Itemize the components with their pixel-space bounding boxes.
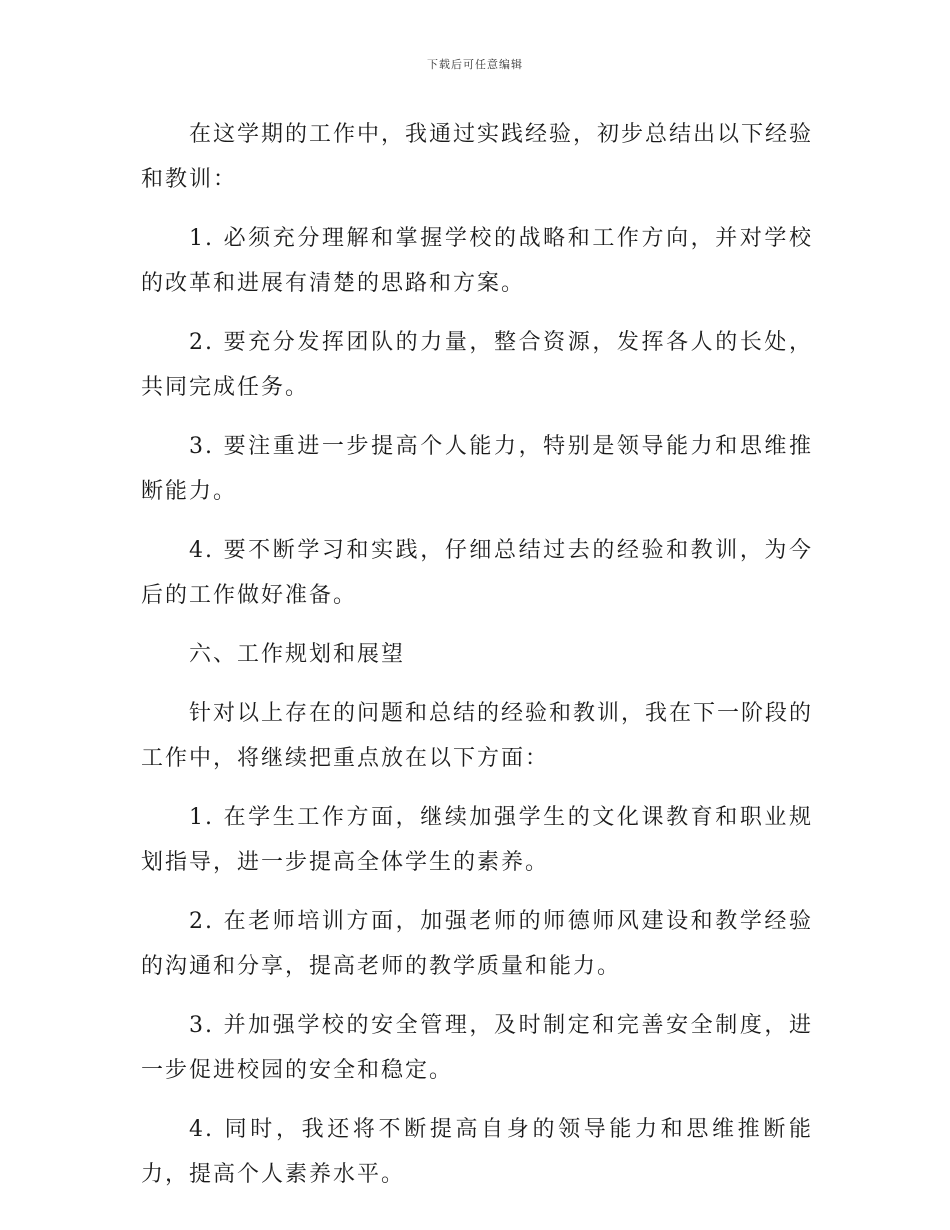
paragraph-plan-2: 2. 在老师培训方面，加强老师的师德师风建设和教学经验的沟通和分享，提高老师的教学质量和能力。 bbox=[141, 909, 813, 979]
paragraph-plan-1: 1. 在学生工作方面，继续加强学生的文化课教育和职业规划指导，进一步提高全体学生的素养。 bbox=[141, 805, 813, 875]
section-heading: 六、工作规划和展望 bbox=[189, 642, 406, 667]
document-body bbox=[141, 112, 813, 1211]
paragraph-lesson-1: 1. 必须充分理解和掌握学校的战略和工作方向，并对学校的改革和进展有清楚的思路和方案。 bbox=[141, 226, 813, 296]
paragraph-lesson-3: 3. 要注重进一步提高个人能力，特别是领导能力和思维推断能力。 bbox=[141, 434, 813, 504]
paragraph-intro: 在这学期的工作中，我通过实践经验，初步总结出以下经验和教训： bbox=[141, 122, 814, 192]
paragraph-plan-3: 3. 并加强学校的安全管理，及时制定和完善安全制度，进一步促进校园的安全和稳定。 bbox=[141, 1013, 813, 1083]
page-header: 下载后可任意编辑 bbox=[427, 58, 523, 71]
paragraph-plan-4: 4. 同时，我还将不断提高自身的领导能力和思维推断能力，提高个人素养水平。 bbox=[141, 1117, 813, 1187]
paragraph-lesson-4: 4. 要不断学习和实践，仔细总结过去的经验和教训，为今后的工作做好准备。 bbox=[141, 538, 813, 608]
paragraph-plan-intro: 针对以上存在的问题和总结的经验和教训，我在下一阶段的工作中，将继续把重点放在以下方面： bbox=[141, 701, 814, 771]
paragraph-lesson-2: 2. 要充分发挥团队的力量，整合资源，发挥各人的长处，共同完成任务。 bbox=[141, 330, 813, 400]
